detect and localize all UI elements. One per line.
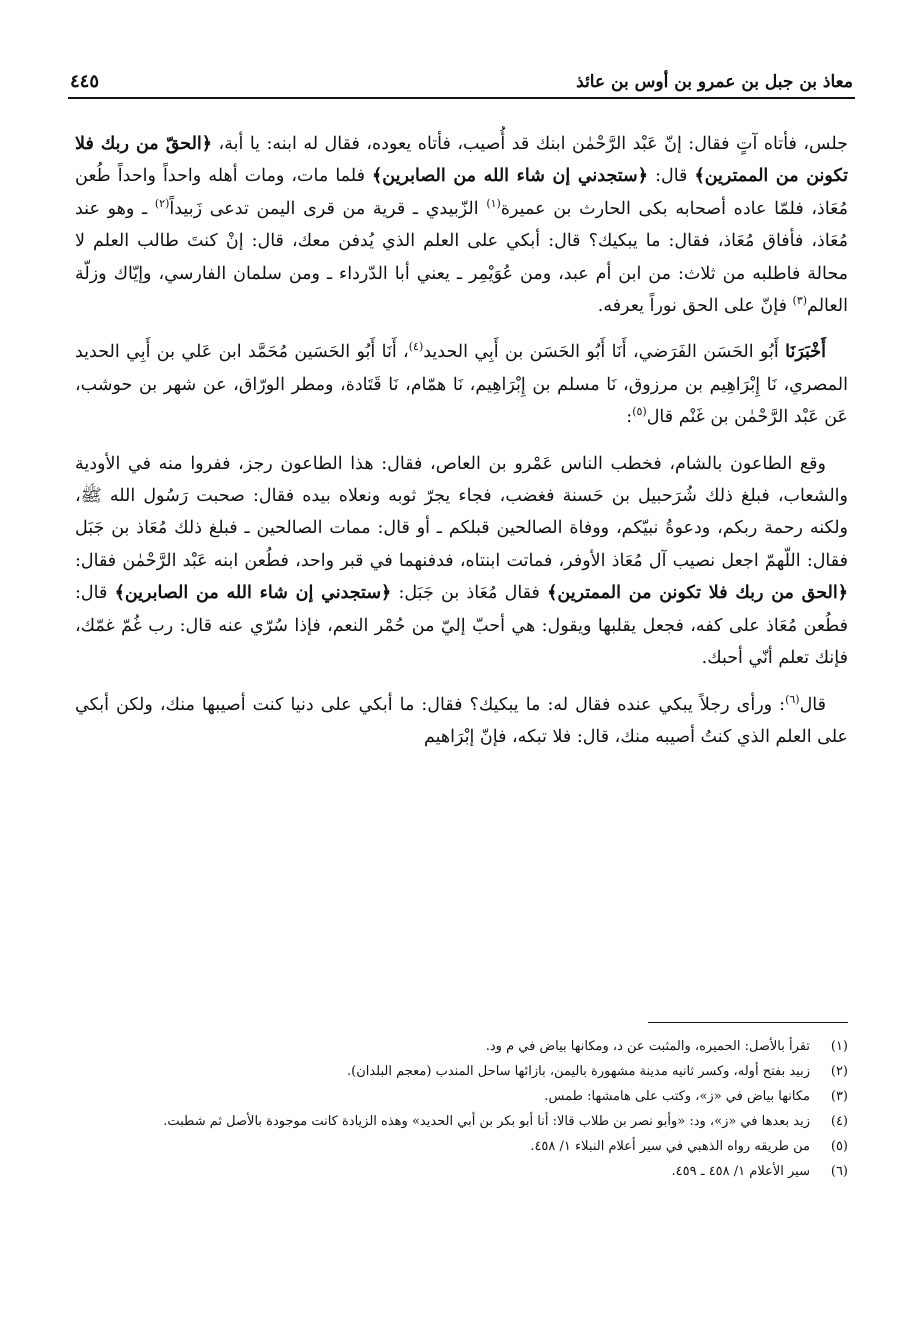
- footnotes: [75, 1034, 848, 1184]
- text-run: وقع الطاعون بالشام، فخطب الناس عَمْرو بن العاص، فقال: هذا الطاعون رجز، ففروا منه في الأودية والشعاب، فبلغ ذلك شُرَحبيل بن حَسنة فغضب، فجاء يجرّ ثوبه ونعلاه بيده فقال: صحبت رَسُول الله ﷺ، ولكنه رحمة ربكم، ودعوةُ نبيّكم، ووفاة الصالحين قبلكم ـ أو قال: ممات الصالحين ـ فبلغ ذلك مُعَاذ بن جَبَل فقال: اللّهمّ اجعل نصيب آل مُعَاذ الأوفر، فماتت ابنتاه، فدفنهما في قبر واحد، فطُعن ابنه عَبْد الرَّحْمٰن فقال:: [75, 453, 848, 571]
- footnote-marker-1: (١): [486, 196, 501, 210]
- footnote-2: [75, 1059, 848, 1084]
- footnote-number: (١): [830, 1039, 848, 1054]
- paragraph-1: [75, 128, 848, 322]
- running-head: [70, 60, 853, 92]
- footnote-3: [75, 1084, 848, 1109]
- footnote-number: (٤): [830, 1114, 848, 1129]
- footnote-text: زيد بعدها في «ز»، ود: «وأبو نصر بن طلاب قالا: أنا أبو بكر بن أبي الحديد» وهذه الزيادة كانت موجودة بالأصل ثم شطبت.: [163, 1114, 810, 1129]
- main-text: [75, 128, 848, 767]
- text-run: جلس، فأتاه آتٍ فقال: إنّ عَبْد الرَّحْمٰن ابنك قد أُصيب، فأتاه يعوده، فقال له ابنه: يا أبة،: [212, 134, 848, 154]
- text-run: : ورأى رجلاً يبكي عنده فقال له: ما يبكيك؟ فقال: ما أبكي على دنيا كنت أصيبها منك، ولكن أبكي على العلم الذي كنتُ أصيبه منك، قال: فلا تبكه، فإنّ إبْرَاهيم: [75, 694, 848, 747]
- footnote-text: سير الأعلام ١/ ٤٥٨ ـ ٤٥٩.: [671, 1164, 810, 1179]
- footnote-6: [75, 1159, 848, 1184]
- text-run: فقال مُعَاذ بن جَبَل:: [391, 583, 548, 604]
- footnote-number: (٦): [830, 1164, 848, 1179]
- header-rule: [68, 97, 855, 99]
- footnote-number: (٣): [830, 1089, 848, 1104]
- text-run: فلما مات، ومات أهله واحداً واحداً طُعن مُعَاذ، فلمّا عاده أصحابه بكى الحارث بن عميرة: [75, 166, 848, 219]
- footnote-1: [75, 1034, 848, 1059]
- footnote-marker-2: (٢): [154, 196, 170, 210]
- footnote-number: (٢): [830, 1064, 848, 1079]
- paragraph-2: [75, 336, 848, 433]
- text-run: قال:: [647, 166, 695, 187]
- text-run: قال: فطُعن مُعَاذ على كفه، فجعل يقلبها ويقول: هي أحبّ إليّ من حُمْر النعم، فإذا سُرّي عنه قال: رب غُمّ غمّك، فإنك تعلم أنّي أحبك.: [75, 583, 848, 669]
- paragraph-3: [75, 448, 848, 675]
- quran-verse: ﴿ستجدني إن شاء الله من الصابرين﴾: [114, 583, 392, 604]
- footnote-marker-6: (٦): [785, 692, 800, 706]
- text-run: قال: [799, 694, 826, 715]
- page-number: ٤٤٥: [70, 71, 100, 92]
- text-run: ، أَنَا أَبُو الحَسَين مُحَمَّد ابن عَلي بن أَبِي الحديد المصري، نَا إِبْرَاهِيم بن مرزوق، نَا مسلم بن إِبْرَاهِيم، نَا همّام، نَا قَتَادة، ومطر الورّاق، عن شهر بن حوشب، عَن عَبْد الرَّحْمٰن بن غَنْم قال: [75, 342, 848, 428]
- text-run: الزّبيدي ـ قرية من قرى اليمن تدعى زَبيداً: [169, 198, 487, 219]
- text-run: ـ وهو عند مُعَاذ، فأفاق مُعَاذ، فقال: ما يبكيك؟ قال: أبكي على العلم الذي يُدفن معك، قال: إنْ كنتَ طالب العلم لا محالة فاطلبه من ثلاث: من ابن أم عبد، ومن عُوَيْمِر ـ يعني أبا الدّرداء ـ ومن سلمان الفارسي، وإيّاك وزلّة العالم: [75, 198, 848, 317]
- footnote-text: من طريقه رواه الذهبي في سير أعلام النبلاء ١/ ٤٥٨.: [530, 1139, 810, 1154]
- text-run: أَبُو الحَسَن الفَرَضي، أَنَا أَبُو الحَسَن بن أَبِي الحديد: [423, 342, 786, 363]
- footnote-5: [75, 1134, 848, 1159]
- footnote-text: تقرأ بالأصل: الحميره، والمثبت عن د، ومكانها بياض في م ود.: [485, 1039, 810, 1054]
- footnote-separator: [648, 1022, 848, 1023]
- footnote-marker-4: (٤): [408, 340, 424, 354]
- footnote-4: [75, 1109, 848, 1134]
- footnote-text: زبيد بفتح أوله، وكسر ثانيه مدينة مشهورة باليمن، بازائها ساحل المندب (معجم البلدان).: [347, 1064, 810, 1079]
- quran-verse: ﴿الحقّ من ربك فلا تكونن من الممترين﴾: [75, 134, 849, 187]
- quran-verse: ﴿الحق من ربك فلا تكونن من الممترين﴾: [547, 583, 849, 604]
- quran-verse: ﴿ستجدني إن شاء الله من الصابرين﴾: [372, 166, 648, 187]
- running-title: معاذ بن جبل بن عمرو بن أوس بن عائذ: [576, 72, 853, 92]
- text-run: :: [626, 407, 633, 428]
- paragraph-4: [75, 689, 848, 754]
- text-run: فإنّ على الحق نوراً يعرفه.: [597, 296, 793, 317]
- footnote-marker-3: (٣): [792, 294, 808, 308]
- isnad-lead-word: أَخْبَرَنَا: [785, 342, 826, 363]
- footnote-text: مكانها بياض في «ز»، وكتب على هامشها: طمس.: [544, 1089, 810, 1104]
- footnote-number: (٥): [830, 1139, 848, 1154]
- footnote-marker-5: (٥): [632, 405, 647, 419]
